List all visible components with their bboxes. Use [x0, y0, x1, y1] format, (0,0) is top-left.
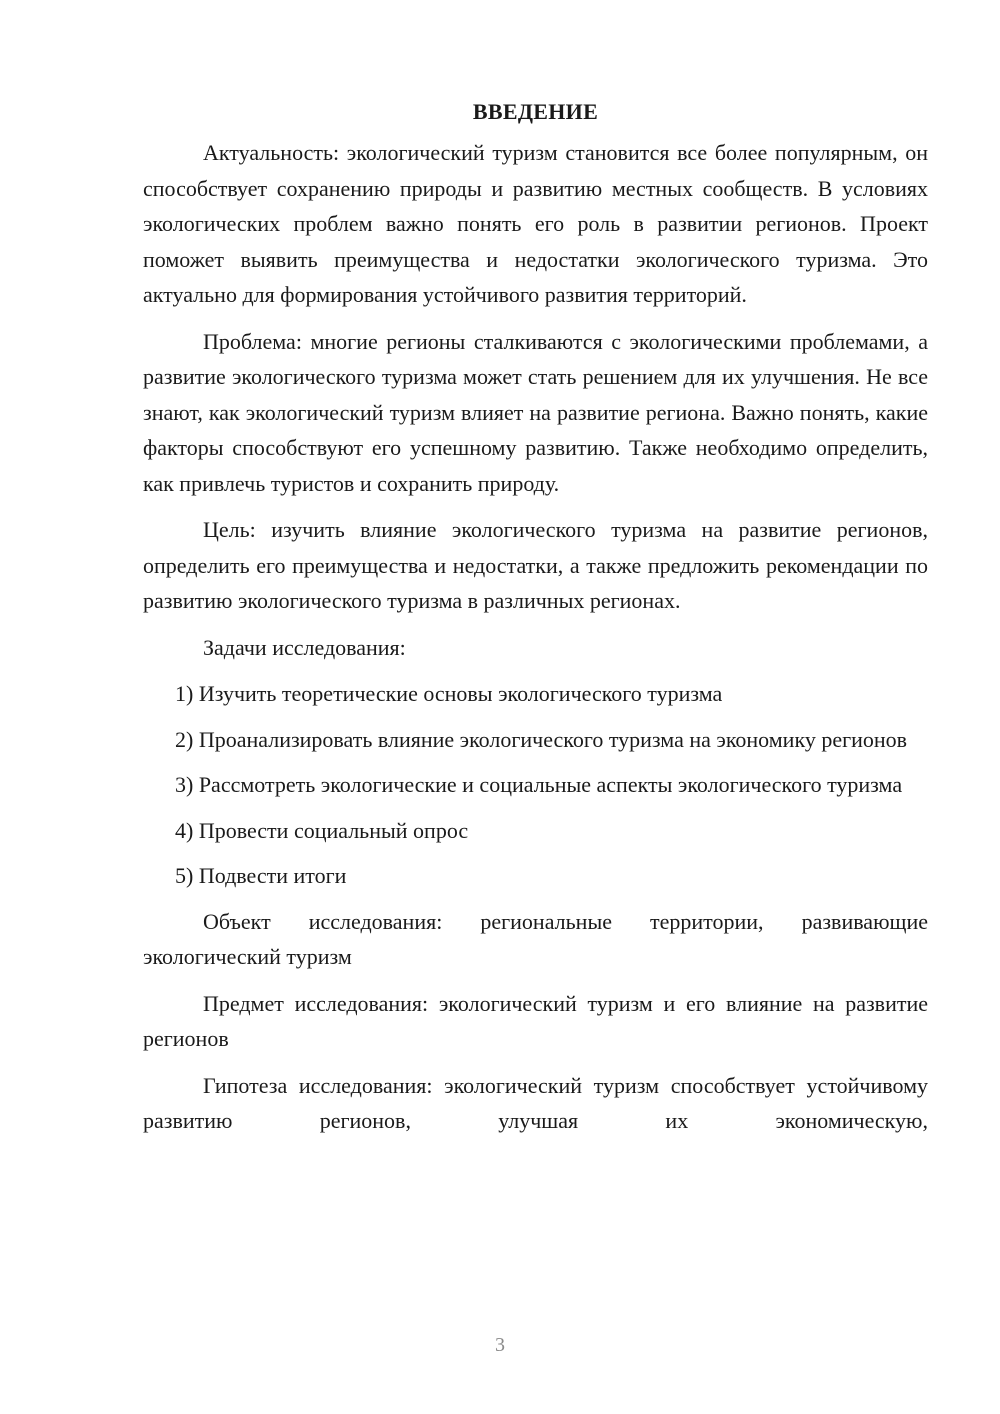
task-item-5: 5) Подвести итоги — [175, 863, 347, 888]
page-number: 3 — [495, 1334, 505, 1356]
paragraph-subject: Предмет исследования: экологический туризм и его влияние на развитие регионов — [143, 990, 928, 1051]
task-item-1: 1) Изучить теоретические основы экологического туризма — [175, 681, 723, 706]
paragraph-goal: Цель: изучить влияние экологического туризма на развитие регионов, определить его преимущества и недостатки, а также предложить рекомендации по развитию экологического туризма в различных регионах. — [143, 517, 928, 613]
paragraph-object: Объект исследования: региональные территории, развивающие экологический туризм — [143, 908, 928, 969]
task-item-4: 4) Провести социальный опрос — [175, 817, 469, 843]
paragraph-relevance: Актуальность: экологический туризм становится все более популярным, он способствует сохранению природы и развитию местных сообществ. В условиях экологических проблем важно понять его роль в развитии регионов. Проект поможет выявить преимущества и недостатки экологического туризма. Это актуально для формирования устойчивого развития территорий. — [143, 140, 928, 307]
paragraph-hypothesis: Гипотеза исследования: экологический туризм способствует устойчивому развитию регионов, улучшая их экономическую, — [143, 1072, 928, 1133]
tasks-heading: Задачи исследования: — [203, 634, 406, 660]
task-item-2: 2) Проанализировать влияние экологического туризма на экономику регионов — [175, 726, 908, 752]
page-title: ВВЕДЕНИЕ — [472, 99, 599, 124]
task-item-3: 3) Рассмотреть экологические и социальные аспекты экологического туризма — [175, 772, 903, 797]
paragraph-problem: Проблема: многие регионы сталкиваются с экологическими проблемами, а развитие экологического туризма может стать решением для их улучшения. Не все знают, как экологический туризм влияет на развитие региона. Важно понять, какие факторы способствуют его успешному развитию. Также необходимо определить, как привлечь туристов и сохранить природу. — [143, 328, 928, 496]
page-content — [143, 94, 928, 1150]
